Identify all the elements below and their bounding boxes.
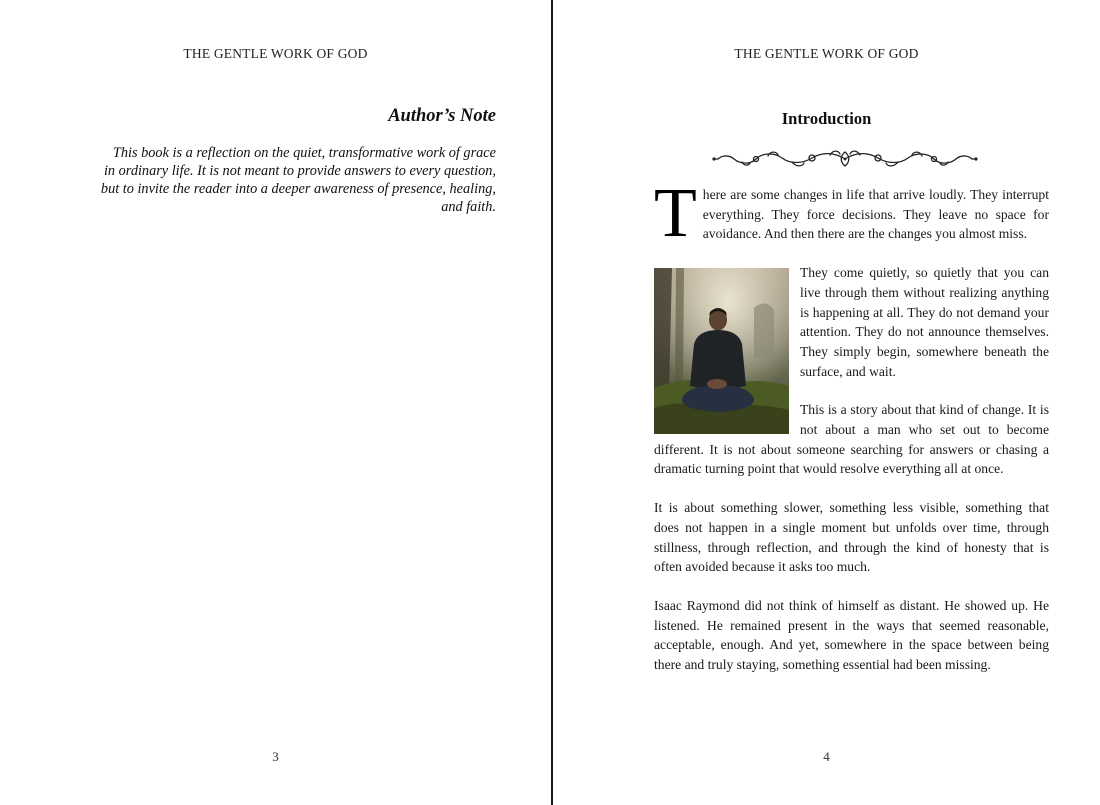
ornament-divider-icon	[712, 148, 978, 170]
paragraph-1	[654, 175, 1049, 252]
introduction-title: Introduction	[781, 109, 872, 128]
forest-photo-image	[654, 268, 789, 434]
page-number: 3	[272, 749, 279, 764]
drop-cap: T	[654, 175, 697, 252]
running-head: THE GENTLE WORK OF GOD	[183, 46, 368, 61]
page-number: 4	[823, 749, 830, 764]
running-head: THE GENTLE WORK OF GOD	[734, 46, 919, 61]
right-page	[553, 0, 1100, 805]
authors-note-title: Author’s Note	[388, 106, 496, 126]
paragraph-5: Isaac Raymond did not think of himself as distant. He showed up. He listened. He remained present in the ways that seemed reasonable, acceptable, enough. And yet, somewhere in the space between being there and truly staying, something essential had been missing.	[654, 597, 1049, 673]
paragraph-3: This is a story about that kind of change. It is not about a man who set out to become different. It is not about someone searching for answers or chasing a dramatic turning point that would resolve everything all at once.	[654, 402, 1049, 477]
introduction-text	[654, 175, 1049, 694]
paragraph-2-text: They come quietly, so quietly that you can live through them without realizing anything is happening at all. They do not demand your attention. They do not announce themselves. They simply begin, somewhere beneath the surface, and wait.	[800, 265, 1049, 379]
paragraph-4: It is about something slower, something less visible, something that does not happen in a single moment but unfolds over time, through stillness, through reflection, and through the kind of honesty that is often avoided because it asks too much.	[654, 500, 1049, 575]
paragraph-2	[654, 263, 1049, 381]
authors-note-body: This book is a reflection on the quiet, transformative work of grace in ordinary life. It is not meant to provide answers to every question, but to invite the reader into a deeper awareness of presence, healing, and faith.	[100, 145, 496, 215]
paragraph-1-text: here are some changes in life that arrive loudly. They interrupt everything. They force decisions. They leave no space for avoidance. And then there are the changes you almost miss.	[702, 187, 1049, 242]
